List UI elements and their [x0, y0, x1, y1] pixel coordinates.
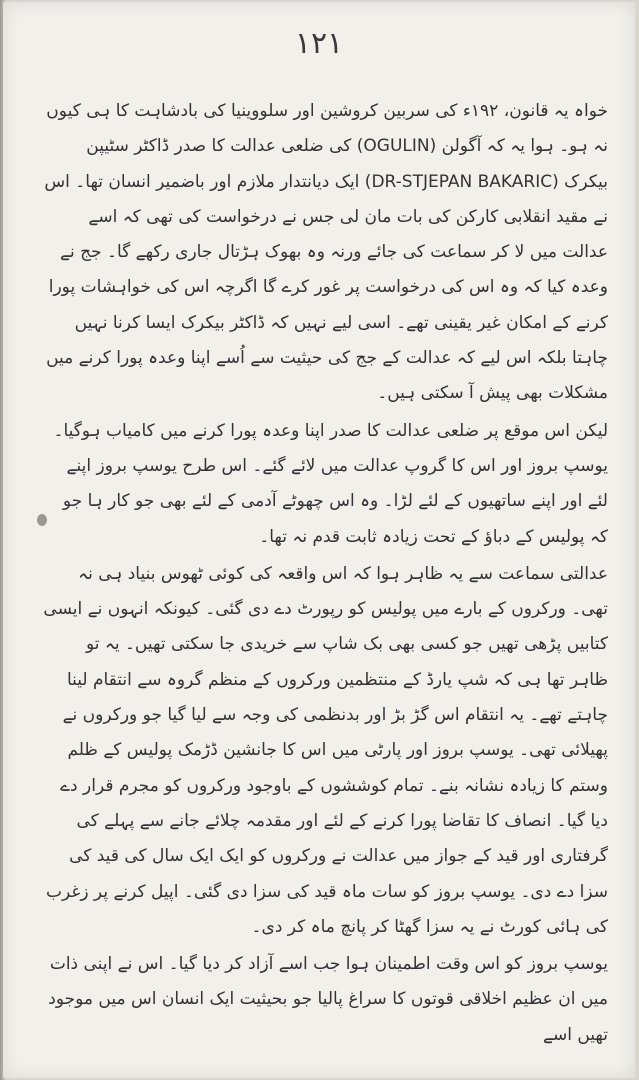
paragraph-2: لیکن اس موقع پر ضلعی عدالت کا صدر اپنا وعدہ پورا کرنے میں کامیاب ہوگیا۔ یوسپ بروز اور اس کا گروپ عدالت میں لائے گئے۔ اس طرح یوسپ بروز اپنے لئے اور اپنے ساتھیوں کے لئے لڑا۔ وہ اس چھوٹے آدمی کے لئے بھی جو کار ہا جو کہ پولیس کے دباؤ کے تحت زیادہ ثابت قدم نہ تھا۔	[53, 420, 608, 547]
body-text	[43, 94, 608, 1055]
binding-hole	[37, 514, 47, 526]
paragraph-4: یوسپ بروز کو اس وقت اطمینان ہوا جب اسے آزاد کر دیا گیا۔ اس نے اپنی ذات میں ان عظیم اخلاقی قوتوں کا سراغ پالیا جو بحیثیت ایک انسان اس میں موجود تھیں اسے	[48, 954, 608, 1045]
scanned-page	[3, 2, 635, 1078]
page-number: ۱۲۱	[294, 26, 344, 61]
paragraph-3: عدالتی سماعت سے یہ ظاہر ہوا کہ اس واقعہ کی کوئی ٹھوس بنیاد ہی نہ تھی۔ ورکروں کے بارے میں پولیس کو رپورٹ دے دی گئی۔ کیونکہ انہوں نے ایسی کتابیں پڑھی تھیں جو کسی بھی بک شاپ سے خریدی جا سکتی تھیں۔ یہ تو ظاہر تھا ہی کہ شپ یارڈ کے منتظمین ورکروں کے منظم گروہ سے انتقام لینا چاہتے تھے۔ یہ انتقام اس گڑ بڑ اور بدنظمی کی وجہ سے لیا گیا جو ورکروں نے پھیلائی تھی۔ یوسپ بروز اور پارٹی میں اس کا جانشین ڈڑمک پولیس کے ظلم وستم کا زیادہ نشانہ بنے۔ تمام کوششوں کے باوجود ورکروں کو مجرم قرار دے دیا گیا۔ انصاف کا تقاضا پورا کرنے کے لئے اور مقدمہ چلائے جانے سے پہلے کی گرفتاری اور قید کے جواز میں عدالت نے ورکروں کو ایک ایک سال کی قید کی سزا دے دی۔ یوسپ بروز کو سات ماہ قید کی سزا دی گئی۔ اپیل کرنے پر زغرب کی ہائی کورٹ نے یہ سزا گھٹا کر پانچ ماہ کر دی۔	[43, 563, 608, 937]
paragraph-1: خواہ یہ قانون، ۱۹۲ء کی سربین کروشین اور سلووینیا کی بادشاہت کا ہی کیوں نہ ہو۔ ہوا یہ کہ آگولن (OGULIN) کی ضلعی عدالت کا صدر ڈاکٹر سٹیپن بیکرک (DR-STJEPAN BAKARIC) ایک دیانتدار ملازم اور باضمیر انسان تھا۔ اس نے مقید انقلابی کارکن کی بات مان لی جس نے درخواست کی تھی کہ اسے عدالت میں لا کر سماعت کی جائے ورنہ وہ بھوک ہڑتال جاری رکھے گا۔ جج نے وعدہ کیا کہ وہ اس کی درخواست پر غور کرے گا اگرچہ اس کی خواہشات پورا کرنے کے امکان غیر یقینی تھے۔ اسی لیے نہیں کہ ڈاکٹر بیکرک ایسا کرنا نہیں چاہتا بلکہ اس لیے کہ عدالت کے جج کی حیثیت سے اُسے اپنا وعدہ پورا کرنے میں مشکلات بھی پیش آ سکتی ہیں۔	[44, 101, 608, 404]
